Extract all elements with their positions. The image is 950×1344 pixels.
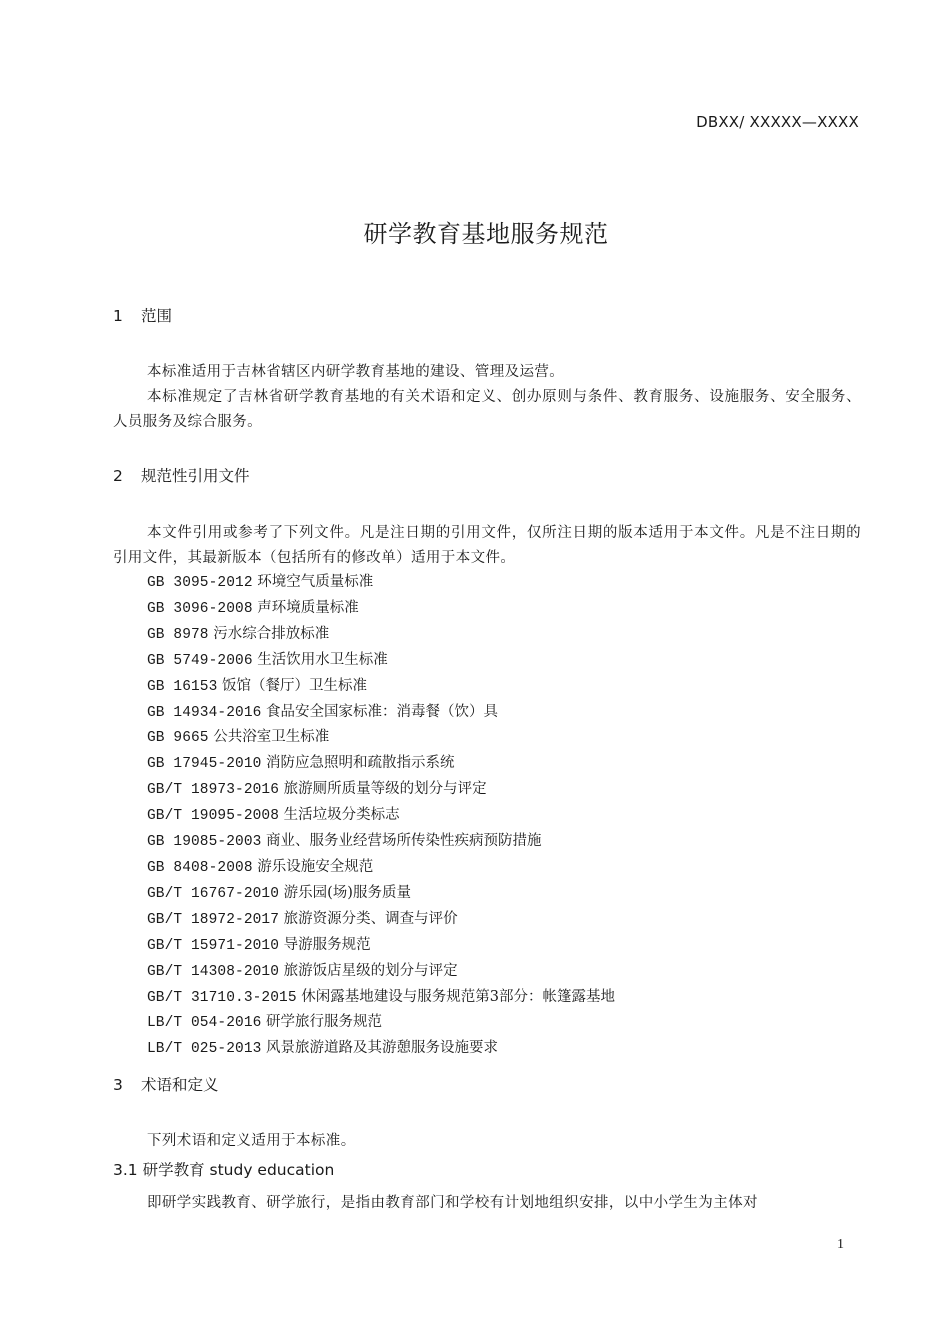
reference-item <box>147 700 615 726</box>
reference-item <box>147 622 615 648</box>
reference-item <box>147 803 615 829</box>
section-heading-scope <box>113 304 172 326</box>
reference-name: 污水综合排放标准 <box>213 625 330 642</box>
reference-item <box>147 1010 615 1036</box>
document-title: 研学教育基地服务规范 <box>363 220 609 248</box>
reference-name: 环境空气质量标准 <box>257 574 374 590</box>
reference-name: 食品安全国家标准：消毒餐（饮）具 <box>266 703 499 720</box>
reference-list <box>147 570 615 1062</box>
reference-code: LB/T 054-2016 <box>147 1015 262 1032</box>
reference-item <box>147 829 615 855</box>
reference-name: 旅游厕所质量等级的划分与评定 <box>283 781 487 798</box>
reference-code: GB 8978 <box>147 626 209 643</box>
section-title: 规范性引用文件 <box>141 467 250 485</box>
document-code: DBXX/ XXXXX—XXXX <box>696 113 859 131</box>
reference-name: 生活饮用水卫生标准 <box>257 651 388 668</box>
section-number: 1 <box>113 307 123 325</box>
section-number: 2 <box>113 467 123 485</box>
reference-item <box>147 648 615 674</box>
references-intro-paragraph: 本文件引用或参考了下列文件。凡是注日期的引用文件，仅所注日期的版本适用于本文件。凡是不注日期的引用文件，其最新版本（包括所有的修改单）适用于本文件。 <box>113 525 861 566</box>
reference-code: GB 16153 <box>147 678 218 695</box>
reference-name: 休闲露基地建设与服务规范第3部分：帐篷露基地 <box>301 988 615 1005</box>
reference-code: GB/T 15971-2010 <box>147 937 280 954</box>
subsection-title: 研学教育 study education <box>142 1161 335 1179</box>
reference-code: GB 5749-2006 <box>147 652 253 669</box>
terms-intro-paragraph: 下列术语和定义适用于本标准。 <box>147 1133 356 1149</box>
reference-name: 消防应急照明和疏散指示系统 <box>266 755 455 772</box>
reference-name: 风景旅游道路及其游憩服务设施要求 <box>266 1040 499 1057</box>
reference-name: 公共浴室卫生标准 <box>213 729 330 746</box>
reference-code: GB 19085-2003 <box>147 834 262 851</box>
reference-name: 游乐园(场)服务质量 <box>283 884 411 901</box>
reference-code: GB/T 14308-2010 <box>147 963 280 980</box>
subsection-number: 3.1 <box>113 1161 138 1179</box>
reference-item <box>147 1036 615 1062</box>
reference-item <box>147 777 615 803</box>
section-heading-terms-definitions <box>113 1073 219 1095</box>
reference-item <box>147 674 615 700</box>
reference-code: GB/T 18973-2016 <box>147 782 280 799</box>
reference-name: 商业、服务业经营场所传染性疾病预防措施 <box>266 833 542 850</box>
reference-code: GB/T 18972-2017 <box>147 911 280 928</box>
reference-item <box>147 985 615 1011</box>
reference-code: GB/T 19095-2008 <box>147 808 280 825</box>
scope-paragraph-2: 本标准规定了吉林省研学教育基地的有关术语和定义、创办原则与条件、教育服务、设施服务、安全服务、人员服务及综合服务。 <box>113 389 861 430</box>
reference-item <box>147 907 615 933</box>
reference-code: GB 8408-2008 <box>147 859 253 876</box>
study-education-definition: 即研学实践教育、研学旅行，是指由教育部门和学校有计划地组织安排，以中小学生为主体对 <box>147 1195 758 1211</box>
reference-name: 饭馆（餐厅）卫生标准 <box>222 677 368 694</box>
reference-name: 生活垃圾分类标志 <box>283 807 400 824</box>
section-title: 范围 <box>141 307 173 325</box>
page-number: 1 <box>837 1237 844 1252</box>
reference-code: GB/T 16767-2010 <box>147 885 280 902</box>
reference-code: GB 3095-2012 <box>147 575 253 591</box>
reference-item <box>147 855 615 881</box>
reference-name: 导游服务规范 <box>283 936 371 953</box>
reference-code: GB 3096-2008 <box>147 600 253 617</box>
scope-paragraph-1: 本标准适用于吉林省辖区内研学教育基地的建设、管理及运营。 <box>147 364 565 380</box>
reference-name: 声环境质量标准 <box>257 599 359 616</box>
reference-code: LB/T 025-2013 <box>147 1041 262 1058</box>
reference-item <box>147 959 615 985</box>
subsection-heading-study-education <box>113 1158 334 1180</box>
reference-code: GB 17945-2010 <box>147 756 262 773</box>
reference-code: GB 9665 <box>147 730 209 747</box>
reference-name: 旅游饭店星级的划分与评定 <box>283 962 458 979</box>
reference-item <box>147 881 615 907</box>
section-number: 3 <box>113 1076 123 1094</box>
reference-code: GB 14934-2016 <box>147 704 262 721</box>
reference-item <box>147 933 615 959</box>
reference-item <box>147 596 615 622</box>
reference-name: 游乐设施安全规范 <box>257 858 374 875</box>
reference-item <box>147 570 615 596</box>
reference-code: GB/T 31710.3-2015 <box>147 989 297 1006</box>
reference-name: 研学旅行服务规范 <box>266 1014 383 1031</box>
reference-name: 旅游资源分类、调查与评价 <box>283 910 458 927</box>
section-heading-normative-references <box>113 464 250 486</box>
section-title: 术语和定义 <box>141 1076 219 1094</box>
reference-item <box>147 725 615 751</box>
reference-item <box>147 751 615 777</box>
